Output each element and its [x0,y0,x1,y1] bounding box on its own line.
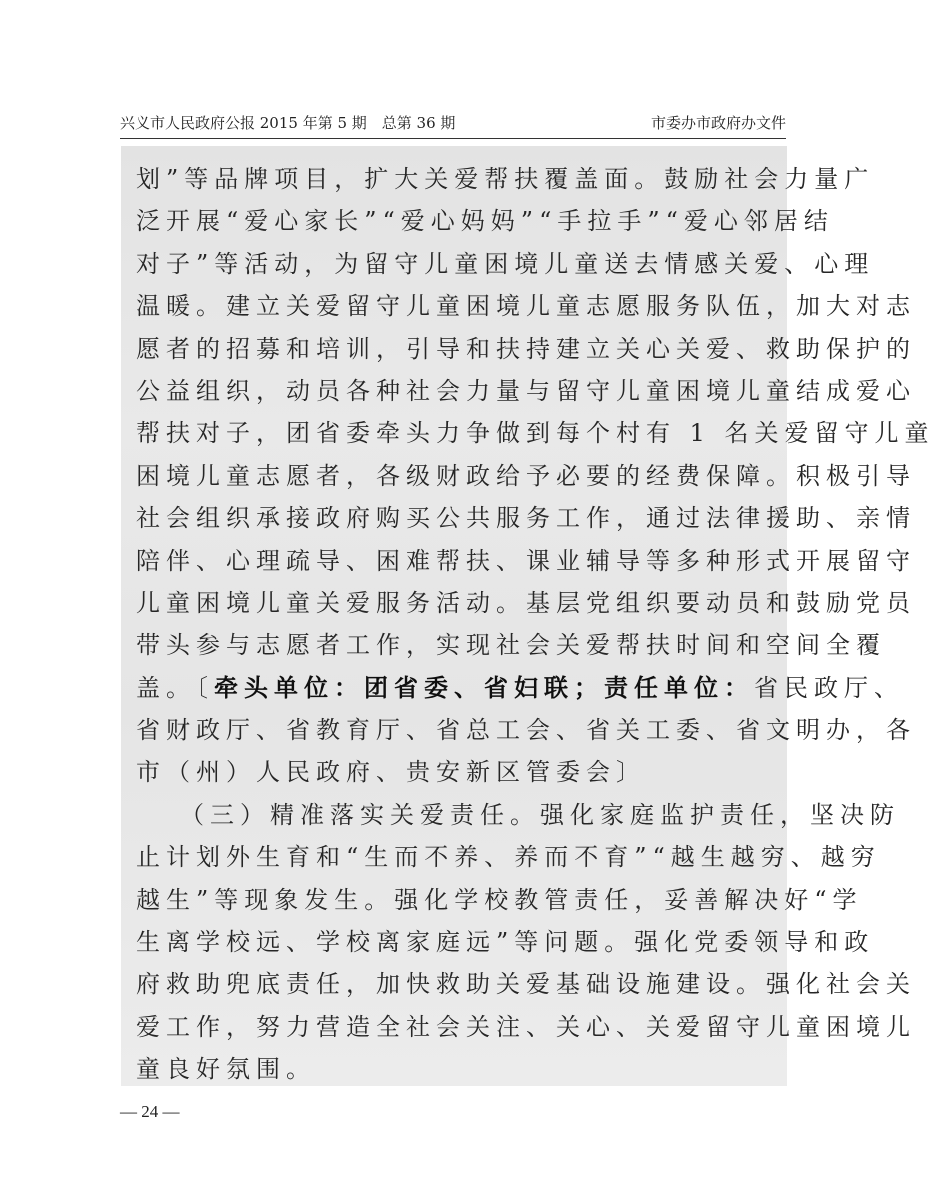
text-line: 生离学校远、学校离家庭远”等问题。强化党委领导和政 [136,928,875,957]
text-line: 对子”等活动，为留守儿童困境儿童送去情感关爱、心理 [136,249,875,278]
text-line: 温暖。建立关爱留守儿童困境儿童志愿服务队伍，加大对志 [136,292,916,321]
responsible-units: 省民政厅、 [754,673,904,702]
page-number: — 24 — [120,1102,180,1121]
text-line: 愿者的招募和培训，引导和扶持建立关心关爱、救助保护的 [136,334,916,363]
section-heading: （三）精准落实关爱责任。 [180,800,540,829]
text-line: 止计划外生育和“生而不养、养而不育”“越生越穷、越穷 [136,843,881,872]
text-line: 爱工作，努力营造全社会关注、关心、关爱留守儿童困境儿 [136,1012,916,1041]
gazette-issue-title: 兴义市人民政府公报 2015 年第 5 期 总第 36 期 [120,114,456,132]
section-heading-line [136,794,900,836]
text-line: 市（州）人民政府、贵安新区管委会〕 [136,758,646,787]
text-line: 府救助兜底责任，加快救助关爱基础设施建设。强化社会关 [136,970,916,999]
text-run: 盖。〔 [136,673,214,702]
page-header [120,111,786,135]
responsibility-line [136,667,904,709]
text-line: 帮扶对子，团省委牵头力争做到每个村有 1 名关爱留守儿童 [136,419,935,448]
text-line: 划”等品牌项目，扩大关爱帮扶覆盖面。鼓励社会力量广 [136,165,875,193]
document-category: 市委办市政府办文件 [650,114,786,132]
text-run: 强化家庭监护责任，坚决防 [540,800,900,829]
text-line: 童良好氛围。 [136,1055,316,1084]
text-line: 困境儿童志愿者，各级财政给予必要的经费保障。积极引导 [136,461,916,490]
lead-units: 团省委、省妇联； [364,672,604,702]
text-line: 越生”等现象发生。强化学校教管责任，妥善解决好“学 [136,885,863,914]
text-line: 省财政厅、省教育厅、省总工会、省关工委、省文明办，各 [136,716,916,745]
text-line: 带头参与志愿者工作，实现社会关爱帮扶时间和空间全覆 [136,631,886,660]
body-text [136,158,935,1091]
text-line: 儿童困境儿童关爱服务活动。基层党组织要动员和鼓励党员 [136,588,916,617]
text-line: 陪伴、心理疏导、困难帮扶、课业辅导等多种形式开展留守 [136,546,916,575]
text-line: 泛开展“爱心家长”“爱心妈妈”“手拉手”“爱心邻居结 [136,207,834,236]
header-divider [120,138,786,139]
lead-unit-label: 牵头单位： [214,672,364,702]
text-line: 社会组织承接政府购买公共服务工作，通过法律援助、亲情 [136,504,916,533]
text-line: 公益组织，动员各种社会力量与留守儿童困境儿童结成爱心 [136,376,916,405]
responsible-unit-label: 责任单位： [604,672,754,702]
